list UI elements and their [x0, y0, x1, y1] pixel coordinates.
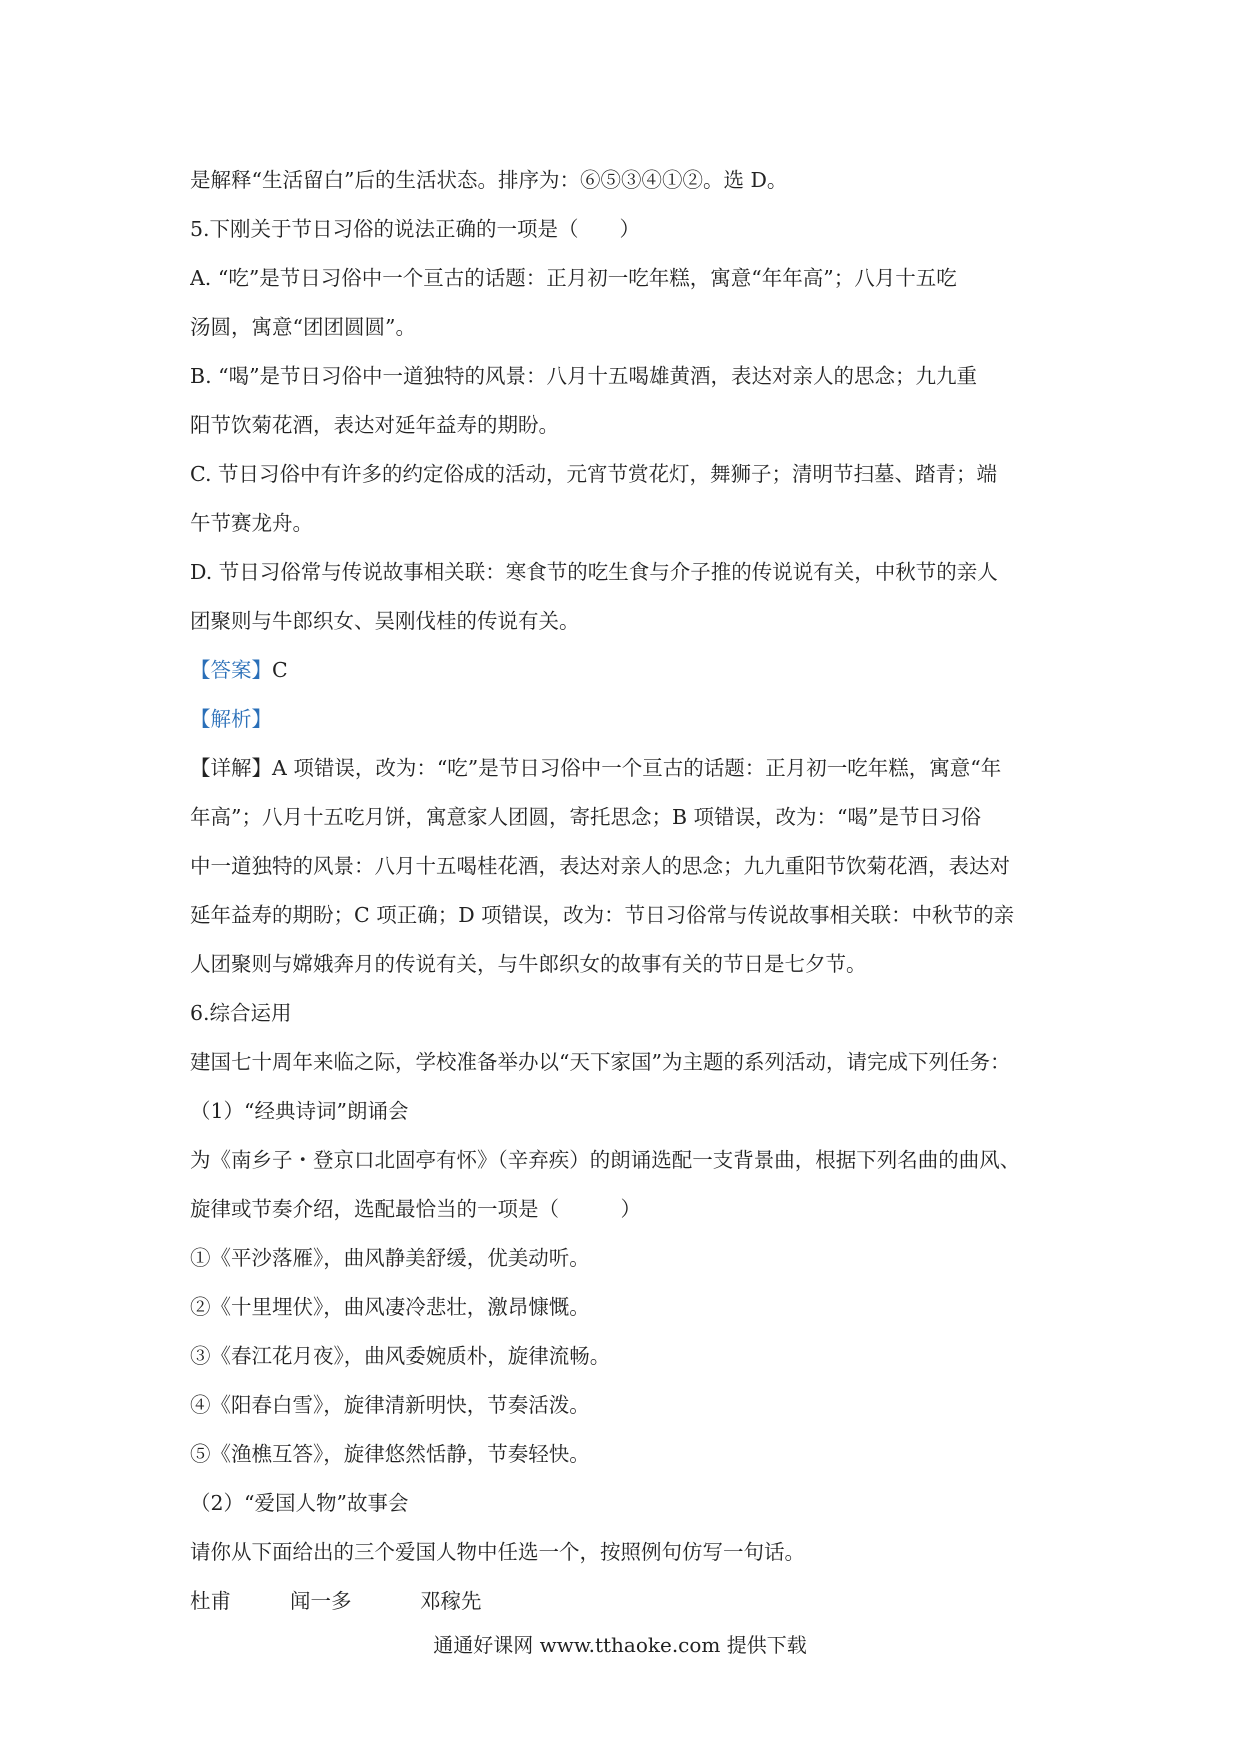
music-option-5: ⑤《渔樵互答》，旋律悠然恬静，节奏轻快。 [190, 1442, 590, 1466]
detail-line-4: 延年益寿的期盼；C 项正确；D 项错误，改为：节日习俗常与传说故事相关联：中秋节的亲 [190, 903, 1015, 927]
name-du-fu: 杜甫 [190, 1589, 231, 1613]
analysis-line [190, 695, 1060, 744]
detail-line-1 [190, 744, 1060, 793]
patriot-names [190, 1577, 1060, 1626]
text-line: 是解释“生活留白”后的生活状态。排序为：⑥⑤③④①②。选 D。 [190, 168, 788, 192]
option-a-line-2: 汤圆，寓意“团团圆圆”。 [190, 315, 416, 339]
question-6-title: 6.综合运用 [190, 1001, 292, 1025]
document-body [190, 156, 1060, 1626]
option-c-line-2: 午节赛龙舟。 [190, 511, 313, 535]
task-2-prompt: 请你从下面给出的三个爱国人物中任选一个，按照例句仿写一句话。 [190, 1540, 805, 1564]
page-footer: 通通好课网 www.tthaoke.com 提供下载 [433, 1633, 807, 1657]
detail-line-5: 人团聚则与嫦娥奔月的传说有关，与牛郎织女的故事有关的节日是七夕节。 [190, 952, 867, 976]
music-option-3: ③《春江花月夜》，曲风委婉质朴，旋律流畅。 [190, 1344, 611, 1368]
option-c-line-1: C. 节日习俗中有许多的约定俗成的活动，元宵节赏花灯，舞狮子；清明节扫墓、踏青；端 [190, 462, 997, 486]
option-a-line-1: A. “吃”是节日习俗中一个亘古的话题：正月初一吃年糕，寓意“年年高”；八月十五吃 [190, 266, 957, 290]
detail-text: A 项错误，改为：“吃”是节日习俗中一个亘古的话题：正月初一吃年糕，寓意“年 [272, 756, 1002, 780]
task-2-title: （2）“爱国人物”故事会 [190, 1491, 409, 1515]
task-intro: 建国七十周年来临之际，学校准备举办以“天下家国”为主题的系列活动，请完成下列任务： [190, 1050, 1011, 1074]
option-b-line-2: 阳节饮菊花酒，表达对延年益寿的期盼。 [190, 413, 559, 437]
question-5-title: 5.下刚关于节日习俗的说法正确的一项是（ ） [190, 217, 641, 241]
answer-line [190, 646, 1060, 695]
detail-line-2: 年高”；八月十五吃月饼，寓意家人团圆，寄托思念；B 项错误，改为：“喝”是节日习俗 [190, 805, 982, 829]
task-1-title: （1）“经典诗词”朗诵会 [190, 1099, 409, 1123]
music-option-4: ④《阳春白雪》，旋律清新明快，节奏活泼。 [190, 1393, 590, 1417]
music-option-2: ②《十里埋伏》，曲风凄冷悲壮，激昂慷慨。 [190, 1295, 590, 1319]
answer-tag: 【答案】 [190, 658, 272, 682]
detail-line-3: 中一道独特的风景：八月十五喝桂花酒，表达对亲人的思念；九九重阳节饮菊花酒，表达对 [190, 854, 1010, 878]
name-wen-yiduo: 闻一多 [290, 1589, 352, 1613]
option-d-line-1: D. 节日习俗常与传说故事相关联：寒食节的吃生食与介子推的传说说有关，中秋节的亲人 [190, 560, 998, 584]
music-option-1: ①《平沙落雁》，曲风静美舒缓，优美动听。 [190, 1246, 590, 1270]
answer-value: C [272, 658, 288, 682]
analysis-tag: 【解析】 [190, 707, 272, 731]
task-1-prompt-2: 旋律或节奏介绍，选配最恰当的一项是（ ） [190, 1197, 641, 1221]
detail-tag: 【详解】 [190, 756, 272, 780]
task-1-prompt-1: 为《南乡子・登京口北固亭有怀》（辛弃疾）的朗诵选配一支背景曲，根据下列名曲的曲风、 [190, 1148, 1021, 1172]
name-deng-jiaxian: 邓稼先 [420, 1589, 482, 1613]
option-d-line-2: 团聚则与牛郎织女、吴刚伐桂的传说有关。 [190, 609, 580, 633]
option-b-line-1: B. “喝”是节日习俗中一道独特的风景：八月十五喝雄黄酒，表达对亲人的思念；九九重 [190, 364, 978, 388]
